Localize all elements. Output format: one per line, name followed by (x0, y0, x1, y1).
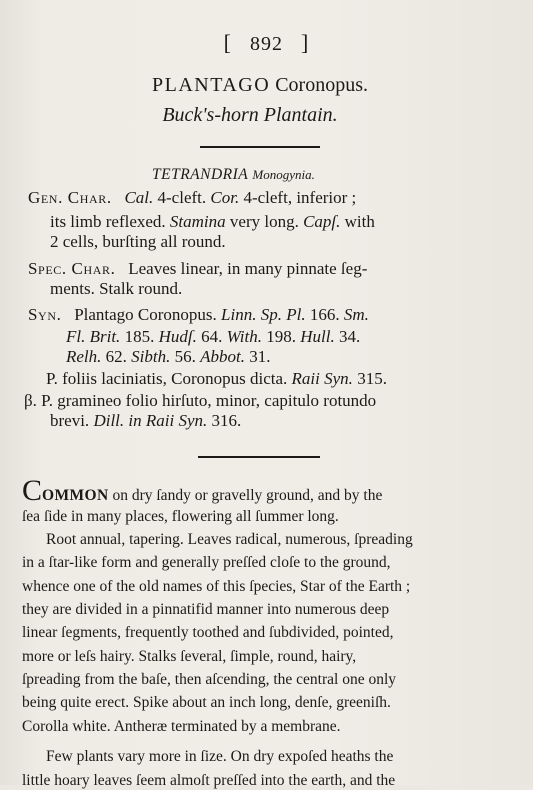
text-run: Capſ. (303, 212, 341, 231)
page-number-header (0, 30, 533, 56)
text-run: Cor. (210, 188, 240, 207)
text-run: ments. Stalk round. (50, 279, 183, 298)
description-line: Corolla white. Antheræ terminated by a membrane. (22, 718, 341, 735)
text-run: Dill. in Raii Syn. (93, 411, 208, 430)
gen-char-line (50, 212, 375, 232)
text-run: Sibth. (131, 347, 171, 366)
text-run: Leaves linear, in many pinnate ſeg- (128, 259, 368, 278)
linnaean-class: TETRANDRIA (152, 166, 248, 183)
description-line: ſea ſide in many places, flowering all ſummer long. (22, 508, 339, 525)
gen-char-line (28, 188, 356, 208)
text-run: β. P. gramineo folio hirſuto, minor, capitulo rotundo (24, 391, 377, 410)
description-line: Few plants vary more in ſize. On dry expoſed heaths the (46, 748, 394, 765)
text-run: 31. (244, 347, 271, 366)
spec-char-line (28, 259, 367, 279)
text-run: Linn. Sp. Pl. (221, 305, 306, 324)
text-run: 185. (120, 327, 159, 346)
text-run: P. foliis laciniatis, Coronopus dicta. (46, 369, 292, 388)
species-name: Coronopus. (275, 74, 368, 96)
text-run: With. (226, 327, 262, 346)
text-run: 34. (334, 327, 361, 346)
divider-rule (198, 456, 320, 458)
description-line: whence one of the old names of this ſpecies, Star of the Earth ; (22, 578, 411, 595)
text-run: 166. (305, 305, 344, 324)
description-line: Root annual, tapering. Leaves radical, numerous, ſpreading (46, 531, 413, 548)
description-line: linear ſegments, frequently toothed and ſubdivided, pointed, (22, 624, 394, 641)
syn-line (50, 411, 241, 431)
text-run: 2 cells, burſting all round. (50, 232, 226, 251)
text-run: Stamina (169, 212, 226, 231)
text-run: Plantago Coronopus. (74, 305, 222, 324)
bracket-open: [ (223, 30, 232, 55)
text-run: on dry ſandy or gravelly ground, and by the (108, 487, 383, 504)
description-line: they are divided in a pinnatifid manner into numerous deep (22, 601, 390, 618)
description-line: being quite erect. Spike about an inch long, denſe, greeniſh. (22, 694, 391, 711)
description-line (22, 476, 382, 506)
text-run: 315. (352, 369, 387, 388)
page-number: 892 (250, 33, 283, 55)
syn-line (24, 391, 376, 411)
text-run: with (340, 212, 375, 231)
text-run: Sm. (343, 305, 369, 324)
text-run: 64. (196, 327, 227, 346)
syn-line (66, 347, 270, 367)
text-run: 4-cleft, inferior ; (239, 188, 357, 207)
syn-label: Syn. (28, 305, 62, 324)
text-run: 56. (170, 347, 201, 366)
description-line: more or leſs hairy. Stalks ſeveral, ſimple, round, hairy, (22, 648, 357, 665)
text-run: Relh. (66, 347, 102, 366)
first-word: OMMON (42, 487, 109, 504)
text-run: Abbot. (200, 347, 245, 366)
drop-cap: C (22, 474, 43, 507)
gen-char-line (50, 232, 226, 252)
text-run: Raii Syn. (291, 369, 353, 388)
genus-name: PLANTAGO (152, 74, 271, 96)
classification (152, 166, 315, 184)
text-run: Cal. (124, 188, 154, 207)
text-run: brevi. (50, 411, 94, 430)
text-run: Fl. Brit. (66, 327, 121, 346)
text-run: Hudſ. (158, 327, 197, 346)
divider-rule (200, 146, 320, 148)
syn-line (66, 327, 360, 347)
description-line: little hoary leaves ſeem almoſt preſſed into the earth, and the (22, 772, 396, 789)
text-run: its limb reflexed. (50, 212, 170, 231)
text-run: 4-cleft. (153, 188, 211, 207)
common-name: Buck's-horn Plantain. (162, 104, 338, 126)
description-line: ſpreading from the baſe, then aſcending, the central one only (22, 671, 397, 688)
linnaean-order: Monogynia. (252, 167, 315, 182)
bracket-close: ] (301, 30, 310, 55)
text-run: 198. (261, 327, 301, 346)
spec-char-line (50, 279, 182, 299)
text-run: very long. (225, 212, 304, 231)
text-run: 62. (101, 347, 132, 366)
text-run: Hull. (300, 327, 335, 346)
gen-char-label: Gen. Char. (28, 188, 112, 207)
spec-char-label: Spec. Char. (28, 259, 116, 278)
syn-line (46, 369, 387, 389)
description-line: in a ſtar-like form and generally preſſed cloſe to the ground, (22, 554, 391, 571)
syn-line (28, 305, 369, 325)
plant-title (0, 74, 520, 97)
text-run: 316. (207, 411, 242, 430)
